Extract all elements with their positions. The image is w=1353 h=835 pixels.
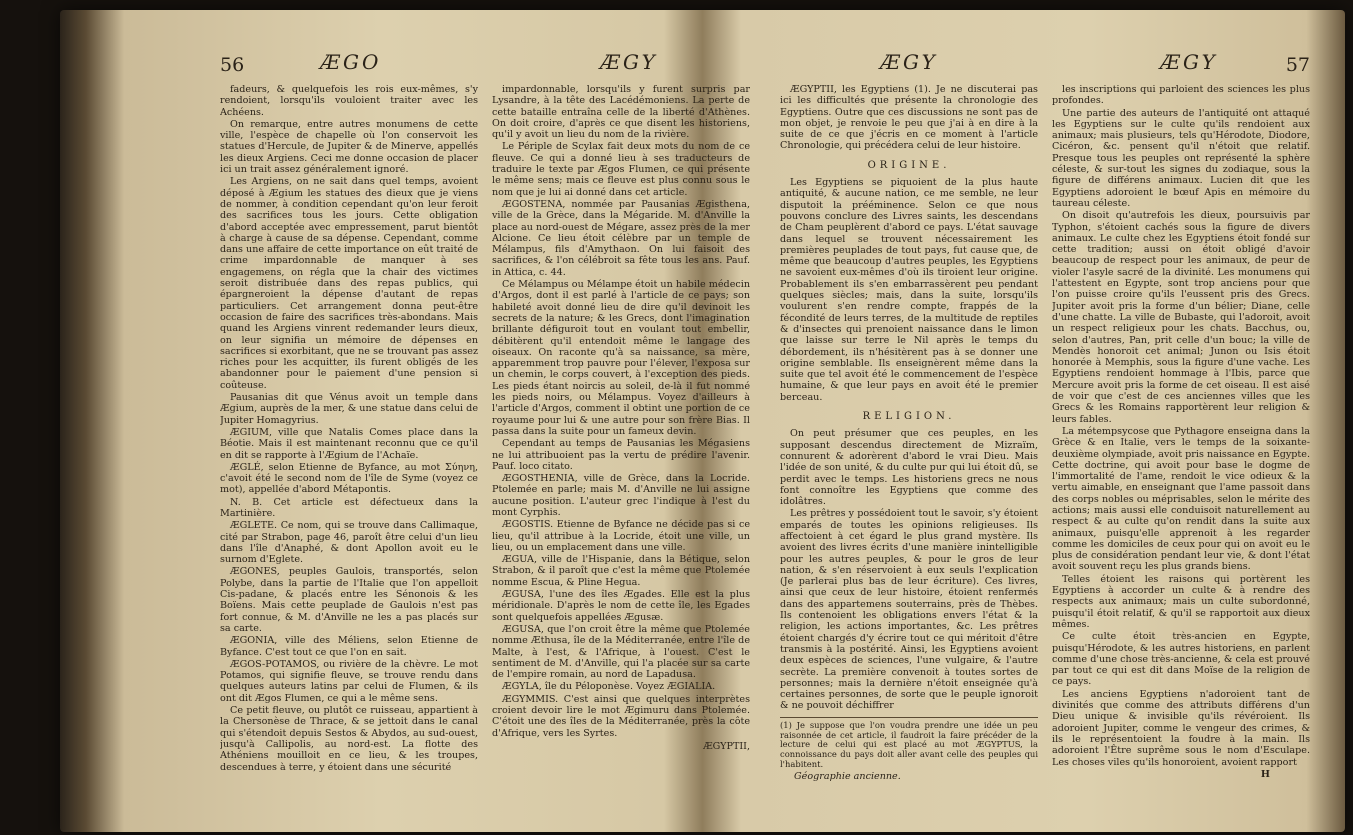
right-page bbox=[780, 50, 1310, 812]
paragraph: Les Argiens, on ne sait dans quel temps, avoient déposé à Ægium les statues des dieux que je viens de nommer, à condition cependant qu'on leur feroit des sacrifices tous les jours. Cette obligation d'abord acceptée avec empressement, parut bientôt à charge à cause de sa dépense. Cependant, comme dans une affaire de cette importance on eût traité de crime impardonnable de manquer à ses engagemens, on régla que la chair des victimes seroit distribuée dans des repas publics, qui épargneroient la dépense d'autant de repas particuliers. Cet arrangement donna peut-être occasion de faire des sacrifices très-abondans. Mais quand les Argiens vinrent redemander leurs dieux, on leur signifia un mémoire de dépenses en sacrifices si exorbitant, que ne se trouvant pas assez riches pour les acquitter, ils furent obligés de les abandonner pour le paiement d'une pension si coûteuse. bbox=[220, 176, 478, 391]
paragraph: Ce Mélampus ou Mélampe étoit un habile médecin d'Argos, dont il est parlé à l'article de ce pays; son habileté avoit donné lieu de dire qu'il devinoit les secrets de la nature; & les Grecs, dont l'imagination brillante défiguroit tout en voulant tout embellir, débitèrent qu'il entendoit même le langage des oiseaux. On raconte qu'à sa naissance, sa mère, apparemment trop pauvre pour l'élever, l'exposa sur un chemin, le corps couvert, à l'exception des pieds. Les pieds étant noircis au soleil, de-là il fut nommé les pieds noirs, ou Mélampus. Voyez d'ailleurs à l'article d'Argos, comment il obtint une portion de ce royaume pour lui & une autre pour son frère Bias. Il passa dans la suite pour un fameux devin. bbox=[492, 279, 750, 437]
signature-mark: H bbox=[1260, 768, 1270, 780]
catchword: ÆGYPTII, bbox=[703, 740, 750, 752]
running-head-right: ÆGY bbox=[600, 50, 658, 74]
paragraph: Telles étoient les raisons qui portèrent les Egyptiens à accorder un culte & à rendre des respects aux animaux; mais un culte subordonné, puisqu'il étoit relatif, & qu'il se rapportoit aux dieux mêmes. bbox=[1052, 573, 1310, 630]
paragraph: ÆGOS-POTAMOS, ou rivière de la chèvre. Le mot Potamos, qui signifie fleuve, se trouve rendu dans quelques auteurs latins par celui de Flumen, & ils ont dit Ægos Flumen, ce qui a le même sens. bbox=[220, 658, 478, 704]
running-head-right: ÆGY bbox=[1160, 50, 1218, 74]
paragraph: ÆGOSTENA, nommée par Pausanias Ægisthena, ville de la Grèce, dans la Mégaride. M. d'Anville la place au nord-ouest de Mégare, assez près de la mer Alcione. Ce lieu étoit célèbre par un temple de Mélampus, fils d'Amythaon. On lui faisoit des sacrifices, & l'on célébroit sa fête tous les ans. Pauf. in Attica, c. 44. bbox=[492, 198, 750, 278]
paragraph: Le Périple de Scylax fait deux mots du nom de ce fleuve. Ce qui a donné lieu à ses traducteurs de traduire le texte par Ægos Flumen, ce qui présente le même sens; mais ce fleuve est plus connu sous le nom que je lui ai donné dans cet article. bbox=[492, 141, 750, 198]
paragraph: ÆGIUM, ville que Natalis Comes place dans la Béotie. Mais il est maintenant reconnu que ce qu'il en dit se rapporte à l'Ægium de l'Achaïe. bbox=[220, 426, 478, 461]
running-head-left: ÆGY bbox=[880, 50, 938, 74]
paragraph: ÆGLÉ, selon Etienne de Byfance, au mot Σύηνη, c'avoit été le second nom de l'île de Syme (voyez ce mot), appellée d'abord Métapontis. bbox=[220, 461, 478, 496]
paragraph: Une partie des auteurs de l'antiquité ont attaqué les Egyptiens sur le culte qu'ils rendoient aux animaux; mais plusieurs, tels qu'Hérodote, Diodore, Cicéron, &c. pensent qu'il n'étoit que relatif. Presque tous les peuples ont représenté la sphère céleste, & sur-tout les signes du zodiaque, sous la figure de différens animaux. Lucien dit que les Egyptiens adoroient le bœuf Apis en mémoire du taureau céleste. bbox=[1052, 107, 1310, 209]
paragraph: ÆGUSA, l'une des îles Ægades. Elle est la plus méridionale. D'après le nom de cette île, les Egades sont quelquefois appellées Ægusæ. bbox=[492, 589, 750, 623]
page-number: 56 bbox=[220, 54, 245, 76]
open-book bbox=[60, 10, 1345, 832]
paragraph: ÆGUSA, que l'on croit être la même que Ptolemée nomme Æthusa, île de la Méditerranée, entre l'île de Malte, à l'est, & l'Afrique, à l'ouest. C'est le sentiment de M. d'Anville, qui l'a placée sur sa carte de l'empire romain, au nord de Lapadusa. bbox=[492, 623, 750, 681]
paragraph: Cependant au temps de Pausanias les Mégasiens ne lui attribuoient pas la vertu de prédire l'avenir. Pauf. loco citato. bbox=[492, 438, 750, 472]
paragraph: La métempsycose que Pythagore enseigna dans la Grèce & en Italie, vers le temps de la soixante-deuxième olympiade, avoit pris naissance en Egypte. Cette doctrine, qui avoit pour base le dogme de l'immortalité de l'ame, rendoit le vice odieux & la vertu aimable, en enseignant que l'ame passoit dans des corps nobles ou méprisables, selon le mérite des actions; mais aussi elle conduisoit naturellement au respect & au culte qu'on rendit dans la suite aux animaux, puisqu'elle apprenoit à les regarder comme les domiciles de ceux pour qui on avoit eu le plus de considération pendant leur vie, & dont l'état avoit souvent reçu les plus grands biens. bbox=[1052, 425, 1310, 573]
paragraph: ÆGOSTHENIA, ville de Grèce, dans la Locride. Ptolemée en parle; mais M. d'Anville ne lui assigne aucune position. L'auteur grec l'indique à l'est du mont Cyrphis. bbox=[492, 473, 750, 518]
paragraph: N. B. Cet article est défectueux dans la Martinière. bbox=[220, 496, 478, 519]
paragraph: impardonnable, lorsqu'ils y furent surpris par Lysandre, à la tête des Lacédémoniens. La perte de cette bataille entraîna celle de la liberté d'Athènes. On doit croire, d'après ce que disent les historiens, qu'il y avoit un lieu du nom de la rivière. bbox=[492, 84, 750, 141]
footnote-source: Géographie ancienne. bbox=[794, 770, 901, 782]
paragraph: Ce culte étoit très-ancien en Egypte, puisqu'Hérodote, & les autres historiens, en parlent comme d'une chose très-ancienne, & cela est prouvé par tout ce qui est dit dans Moïse de la religion de ce pays. bbox=[1052, 631, 1310, 688]
text-column-2 bbox=[1052, 84, 1310, 812]
paragraph: ÆGLETE. Ce nom, qui se trouve dans Callimaque, cité par Strabon, page 46, paroît être celui d'un lieu dans l'île d'Anaphé, & dont Apollon avoit eu le surnom d'Eglete. bbox=[220, 520, 478, 566]
paragraph: fadeurs, & quelquefois les rois eux-mêmes, s'y rendoient, lorsqu'ils vouloient traiter avec les Achéens. bbox=[220, 84, 478, 118]
paragraph: ÆGONES, peuples Gaulois, transportés, selon Polybe, dans la partie de l'Italie que l'on appelloit Cis-padane, & placés entre les Sénonois & les Boïens. Mais cette peuplade de Gaulois n'est pas fort connue, & M. d'Anville ne les a pas placés sur sa carte. bbox=[220, 566, 478, 634]
running-head-left: ÆGO bbox=[320, 50, 382, 74]
paragraph: Pausanias dit que Vénus avoit un temple dans Ægium, auprès de la mer, & une statue dans celui de Jupiter Homagyrius. bbox=[220, 392, 478, 426]
text-column-1 bbox=[780, 84, 1038, 812]
paragraph: Les anciens Egyptiens n'adoroient tant de divinités que comme des attributs différens d'un Dieu unique & invisible qu'ils révéroient. Ils adoroient Jupiter, comme le vengeur des crimes, & ils le représentoient la foudre à la main. Ils adoroient l'Être suprême sous le nom d'Esculape. Les choses viles qu'ils honoroient, avoient rapport bbox=[1052, 688, 1310, 768]
running-head bbox=[220, 48, 750, 82]
paragraph: Ce petit fleuve, ou plutôt ce ruisseau, appartient à la Chersonèse de Thrace, & se jettoit dans le canal qui s'étendoit depuis Sestos & Abydos, au sud-ouest, jusqu'à Callipolis, au nord-est. La flotte des Athéniens mouilloit en ce lieu, & les troupes, descendues à terre, y étoient dans une sécurité bbox=[220, 705, 478, 773]
text-column-2 bbox=[492, 84, 750, 812]
paragraph: ÆGYLA, île du Péloponèse. Voyez ÆGIALIA. bbox=[502, 681, 716, 693]
footnote: (1) Je suppose que l'on voudra prendre une idée un peu raisonnée de cet article, il faudroit la faire précéder de la lecture de celui qui est placé au mot ÆGYPTUS, la connoissance du pays doit aller avant celle des peuples qui l'habitent. bbox=[780, 717, 1038, 770]
text-column-1 bbox=[220, 84, 478, 812]
paragraph: On disoit qu'autrefois les dieux, poursuivis par Typhon, s'étoient cachés sous la figure de divers animaux. Le culte chez les Egyptiens étoit fondé sur cette tradition; aussi on étoit obligé d'avoir beaucoup de respect pour les animaux, de peur de violer l'asyle sacré de la divinité. Les monumens qui l'attestent en Egypte, sont trop anciens pour que l'on puisse croire qu'ils l'eussent pris des Grecs. Jupiter avoit pris la forme d'un bélier; Diane, celle d'une chatte. La ville de Bubaste, qui l'adoroit, avoit un respect religieux pour les chats. Bacchus, ou, selon d'autres, Pan, prit celle d'un bouc; la ville de Mendès honoroit cet animal; Junon ou Isis étoit honorée à Memphis, sous la figure d'une vache. Les Egyptiens rendoient hommage à l'Ibis, parce que Mercure avoit pris la forme de cet oiseau. Il est aisé de voir que c'est de ces anciennes villes que les Grecs & les Romains rapportèrent leur religion & leurs fables. bbox=[1052, 210, 1310, 425]
paragraph: On remarque, entre autres monumens de cette ville, l'espèce de chapelle où l'on conservoit les statues d'Hercule, de Jupiter & de Minerve, appellés les dieux Argiens. Ceci me donne occasion de placer ici un trait assez généralement ignoré. bbox=[220, 118, 478, 176]
paragraph: ÆGYPTII, les Egyptiens (1). Je ne discuterai pas ici les difficultés que présente la chronologie des Egyptiens. Outre que ces discussions ne sont pas de mon objet, je renvoie le peu que j'ai à en dire à la suite de ce que j'écris en ce moment à l'article Chronologie, qui précédera celui de leur histoire. bbox=[780, 84, 1038, 152]
paragraph: ÆGYMMIS. C'est ainsi que quelques interprètes croient devoir lire le mot Ægimuru dans Ptolemée. C'étoit une des îles de la Méditerranée, près la côte d'Afrique, vers les Syrtes. bbox=[492, 693, 750, 739]
section-heading-religion: RELIGION. bbox=[862, 411, 956, 423]
paragraph: Les prêtres y possédoient tout le savoir, s'y étoient emparés de toutes les opinions religieuses. Ils affectoient à cet égard le plus grand mystère. Ils avoient des livres écrits d'une manière inintelligible pour les autres peuples, & pour le gros de leur nation, & s'en réservoient à eux seuls l'explication (Je parlerai plus bas de leur écriture). Ces livres, ainsi que ceux de leur histoire, étoient renfermés dans des appartemens souterrains, près de Thèbes. Ils contenoient les obligations envers l'état & la religion, les actions importantes, &c. Les prêtres étoient chargés d'y écrire tout ce qui méritoit d'être transmis à la postérité. Ainsi, les Egyptiens avoient deux espèces de sciences, l'une vulgaire, & l'autre secrète. La première convenoit à toutes sortes de personnes; mais la dernière n'étoit enseignée qu'à certaines personnes, de sorte que le peuple ignoroit & ne pouvoit déchiffrer bbox=[780, 508, 1038, 712]
paragraph: ÆGUA, ville de l'Hispanie, dans la Bétique, selon Strabon, & il paroît que c'est la même que Ptolemée nomme Escua, & Pline Hegua. bbox=[492, 554, 750, 588]
paragraph: les inscriptions qui parloient des sciences les plus profondes. bbox=[1052, 84, 1310, 107]
paragraph: ÆGOSTIS. Etienne de Byfance ne décide pas si ce lieu, qu'il attribue à la Locride, étoit une ville, un lieu, ou un emplacement dans une ville. bbox=[492, 519, 750, 553]
section-heading-origine: ORIGINE. bbox=[867, 159, 951, 171]
left-page bbox=[220, 50, 750, 812]
paragraph: On peut présumer que ces peuples, en les supposant descendus directement de Mizraïm, connurent & adorèrent d'abord le vrai Dieu. Mais l'idée de son unité, & du culte pur qui lui étoit dû, se perdit avec le temps. Les historiens grecs ne nous font connoître les Egyptiens que comme des idolâtres. bbox=[780, 428, 1038, 508]
page-number: 57 bbox=[1285, 54, 1310, 76]
running-head bbox=[780, 48, 1310, 82]
paragraph: Les Egyptiens se piquoient de la plus haute antiquité, & aucune nation, ce me semble, ne leur disputoit la prééminence. Selon ce que nous pouvons conclure des Livres saints, les descendans de Cham peuplèrent d'abord ce pays. L'état sauvage dans lequel se trouvent nécessairement les premières peuplades de tout pays, fut cause que, de même que beaucoup d'autres peuples, les Egyptiens ne savoient eux-mêmes d'où ils tiroient leur origine. Probablement ils s'en embarrassèrent peu pendant quelques siècles; mais, dans la suite, lorsqu'ils voulurent s'en rendre compte, frappés de la fécondité de leurs terres, de la multitude de reptiles & d'insectes qui prenoient naissance dans le limon que laisse sur terre le Nil après le temps du débordement, ils n'hésitèrent pas à se donner une origine semblable. Ils enseignèrent même dans la suite que tel avoit été le commencement de l'espèce humaine, & que leur pays en avoit été le premier berceau. bbox=[780, 177, 1038, 403]
paragraph: ÆGONIA, ville des Méliens, selon Etienne de Byfance. C'est tout ce que l'on en sait. bbox=[220, 635, 478, 658]
